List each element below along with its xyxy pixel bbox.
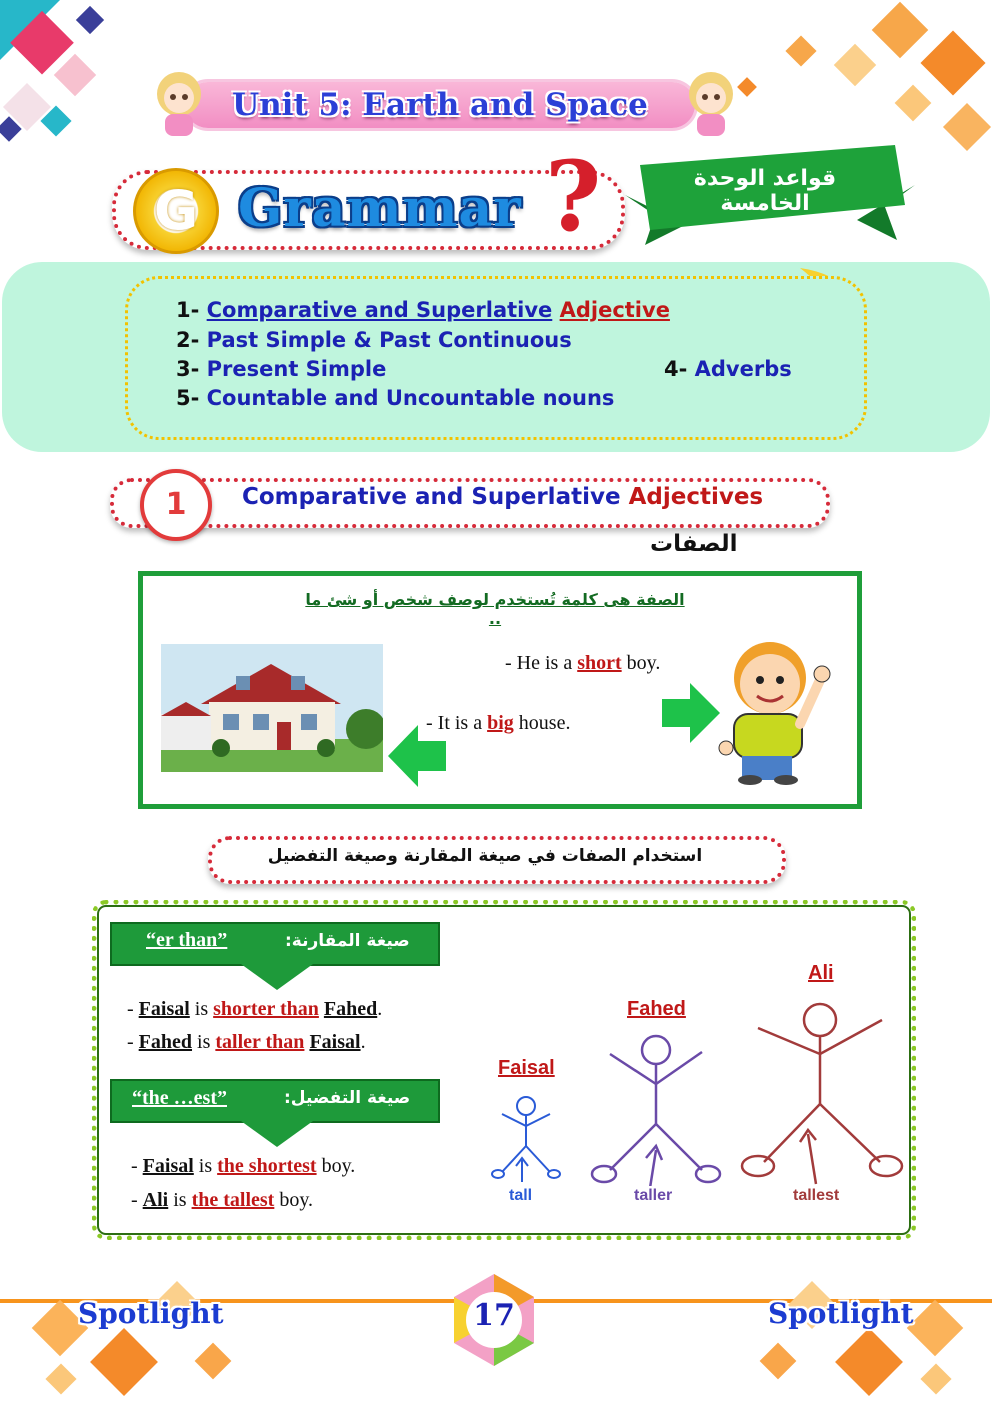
grammar-title: Grammar bbox=[238, 178, 522, 239]
house-picture bbox=[161, 644, 383, 772]
comparative-pointer bbox=[241, 964, 313, 990]
ribbon-text: قواعد الوحدة الخامسة bbox=[693, 166, 837, 216]
contents-item-5: 5- Countable and Uncountable nouns bbox=[176, 386, 615, 410]
contents-item-3: 3- Present Simple bbox=[176, 357, 387, 381]
example-big: - It is a big house. bbox=[426, 712, 571, 734]
g-logo-letter: G bbox=[153, 179, 199, 242]
faisal-name: Faisal bbox=[498, 1057, 555, 1079]
comparative-example-2: - Fahed is taller than Faisal. bbox=[127, 1031, 366, 1053]
contents-item-2: 2- Past Simple & Past Continuous bbox=[176, 328, 572, 352]
arrow-left-icon bbox=[386, 725, 448, 787]
boy-cartoon bbox=[712, 628, 838, 786]
section-number: 1 bbox=[165, 487, 187, 522]
unit-banner bbox=[185, 82, 695, 128]
usage-heading: استخدام الصفات في صيغة المقارنة وصيغة التفضيل bbox=[267, 846, 703, 866]
section-number-badge bbox=[140, 469, 212, 541]
fahed-name: Fahed bbox=[627, 998, 686, 1020]
girl-avatar-right bbox=[682, 68, 740, 140]
ali-stick-figure bbox=[740, 994, 906, 1186]
g-logo bbox=[133, 168, 219, 254]
footer-brand-left: Spotlight bbox=[78, 1297, 224, 1330]
girl-avatar-left bbox=[150, 68, 208, 140]
ali-caption: tallest bbox=[793, 1187, 840, 1204]
comparative-example-1: - Faisal is shorter than Fahed. bbox=[127, 998, 383, 1020]
footer-right-decoration bbox=[735, 1268, 985, 1403]
superlative-label-ar: صيغة التفضيل: bbox=[284, 1088, 411, 1108]
superlative-example-2: - Ali is the tallest boy. bbox=[131, 1189, 314, 1211]
top-left-decoration bbox=[0, 0, 120, 160]
superlative-example-1: - Faisal is the shortest boy. bbox=[131, 1155, 356, 1177]
comparative-label-ar: صيغة المقارنة: bbox=[285, 931, 410, 951]
fahed-caption: taller bbox=[634, 1187, 673, 1204]
faisal-caption: tall bbox=[509, 1187, 533, 1204]
page-number: 17 bbox=[473, 1298, 515, 1333]
superlative-pointer bbox=[241, 1121, 313, 1147]
faisal-stick-figure bbox=[488, 1092, 564, 1182]
ali-name: Ali bbox=[808, 962, 834, 984]
superlative-form: “the …est” bbox=[132, 1087, 227, 1109]
section-title: Comparative and Superlative Adjectives bbox=[242, 484, 764, 510]
question-mark-icon: ? bbox=[545, 140, 602, 253]
footer-left-decoration bbox=[10, 1268, 260, 1403]
adjective-definition: الصفة هى كلمة تُستخدم لوصف شخص أو شئ ما .. bbox=[305, 590, 685, 628]
footer-brand-right: Spotlight bbox=[768, 1297, 914, 1330]
contents-item-1: 1- Comparative and Superlative Adjective bbox=[176, 298, 670, 322]
fahed-stick-figure bbox=[590, 1028, 724, 1186]
example-short: - He is a short boy. bbox=[505, 652, 661, 674]
unit-title: Unit 5: Earth and Space bbox=[232, 87, 648, 123]
adjectives-heading-ar: الصفات bbox=[650, 531, 738, 557]
contents-item-4: 4- Adverbs bbox=[664, 357, 792, 381]
comparative-form: “er than” bbox=[146, 929, 228, 951]
